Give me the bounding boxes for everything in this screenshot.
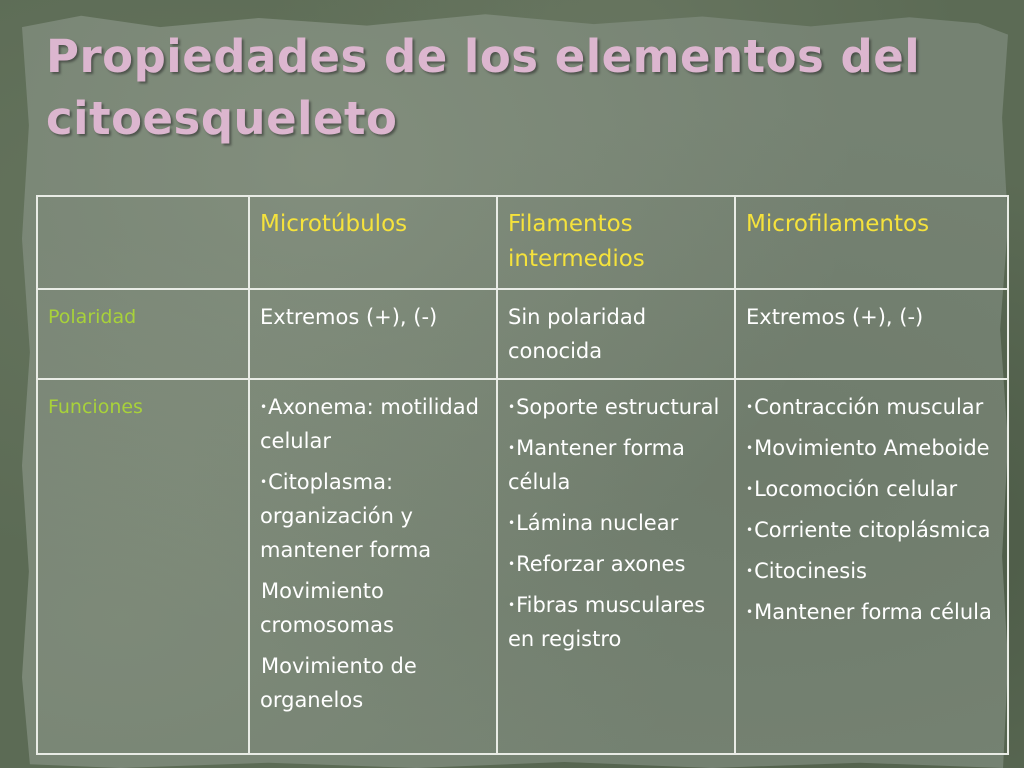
list-item-text: Axonema: motilidad celular xyxy=(260,395,479,453)
list-item-text: Fibras musculares en registro xyxy=(508,593,706,651)
table-row-funciones xyxy=(37,379,1008,754)
bullet-icon: • xyxy=(746,400,754,414)
function-list-microtubulos xyxy=(260,390,486,717)
list-item-text: Corriente citoplásmica xyxy=(754,518,991,542)
list-item xyxy=(508,390,724,424)
row-header-polaridad: Polaridad xyxy=(37,289,249,379)
row-header-funciones: Funciones xyxy=(37,379,249,754)
list-item-text: Lámina nuclear xyxy=(516,511,679,535)
list-item-text: Contracción muscular xyxy=(754,395,984,419)
bullet-icon: • xyxy=(260,400,268,414)
list-item-text: Mantener forma célula xyxy=(754,600,992,624)
list-item-text: Mantener forma célula xyxy=(508,436,685,494)
list-item-text: Locomoción celular xyxy=(754,477,958,501)
list-item-text: Soporte estructural xyxy=(516,395,720,419)
bullet-icon: • xyxy=(746,605,754,619)
column-header-microtubulos: Microtúbulos xyxy=(249,196,497,289)
list-item-text: Citocinesis xyxy=(754,559,867,583)
list-item xyxy=(746,390,997,424)
list-item xyxy=(746,431,997,465)
comparison-table xyxy=(36,195,1009,755)
bullet-icon: • xyxy=(260,475,268,489)
list-item xyxy=(508,431,724,499)
bullet-icon: • xyxy=(746,482,754,496)
bullet-icon: • xyxy=(508,441,516,455)
bullet-icon: • xyxy=(746,564,754,578)
table-header-row xyxy=(37,196,1008,289)
list-item-text: Reforzar axones xyxy=(516,552,686,576)
list-item xyxy=(746,513,997,547)
list-item xyxy=(746,554,997,588)
list-item xyxy=(746,472,997,506)
list-item xyxy=(260,574,486,642)
column-header-filamentos-intermedios: Filamentos intermedios xyxy=(497,196,735,289)
list-item-text: Citoplasma: organización y mantener forma xyxy=(260,470,432,562)
list-item xyxy=(260,649,486,717)
list-item xyxy=(508,547,724,581)
cell-funciones-microfilamentos xyxy=(735,379,1008,754)
bullet-icon: • xyxy=(746,523,754,537)
bullet-icon: • xyxy=(508,557,516,571)
list-item xyxy=(746,595,997,629)
list-item-text: Movimiento de organelos xyxy=(260,654,417,712)
function-list-microfilamentos xyxy=(746,390,997,629)
bullet-icon: • xyxy=(746,441,754,455)
table-row-polaridad xyxy=(37,289,1008,379)
list-item-text: Movimiento cromosomas xyxy=(260,579,394,637)
list-item xyxy=(260,390,486,458)
table-corner-cell xyxy=(37,196,249,289)
cell-funciones-microtubulos xyxy=(249,379,497,754)
cell-polaridad-microtubulos: Extremos (+), (-) xyxy=(249,289,497,379)
list-item xyxy=(260,465,486,567)
bullet-icon: • xyxy=(508,400,516,414)
column-header-microfilamentos: Microfilamentos xyxy=(735,196,1008,289)
cell-funciones-filamentos-intermedios xyxy=(497,379,735,754)
list-item xyxy=(508,588,724,656)
slide-title: Propiedades de los elementos del citoesqueleto xyxy=(46,30,921,145)
bullet-icon: • xyxy=(508,516,516,530)
list-item xyxy=(508,506,724,540)
list-item-text: Movimiento Ameboide xyxy=(754,436,990,460)
cell-polaridad-microfilamentos: Extremos (+), (-) xyxy=(735,289,1008,379)
function-list-filamentos-intermedios xyxy=(508,390,724,656)
bullet-icon: • xyxy=(508,598,516,612)
cell-polaridad-filamentos-intermedios: Sin polaridad conocida xyxy=(497,289,735,379)
